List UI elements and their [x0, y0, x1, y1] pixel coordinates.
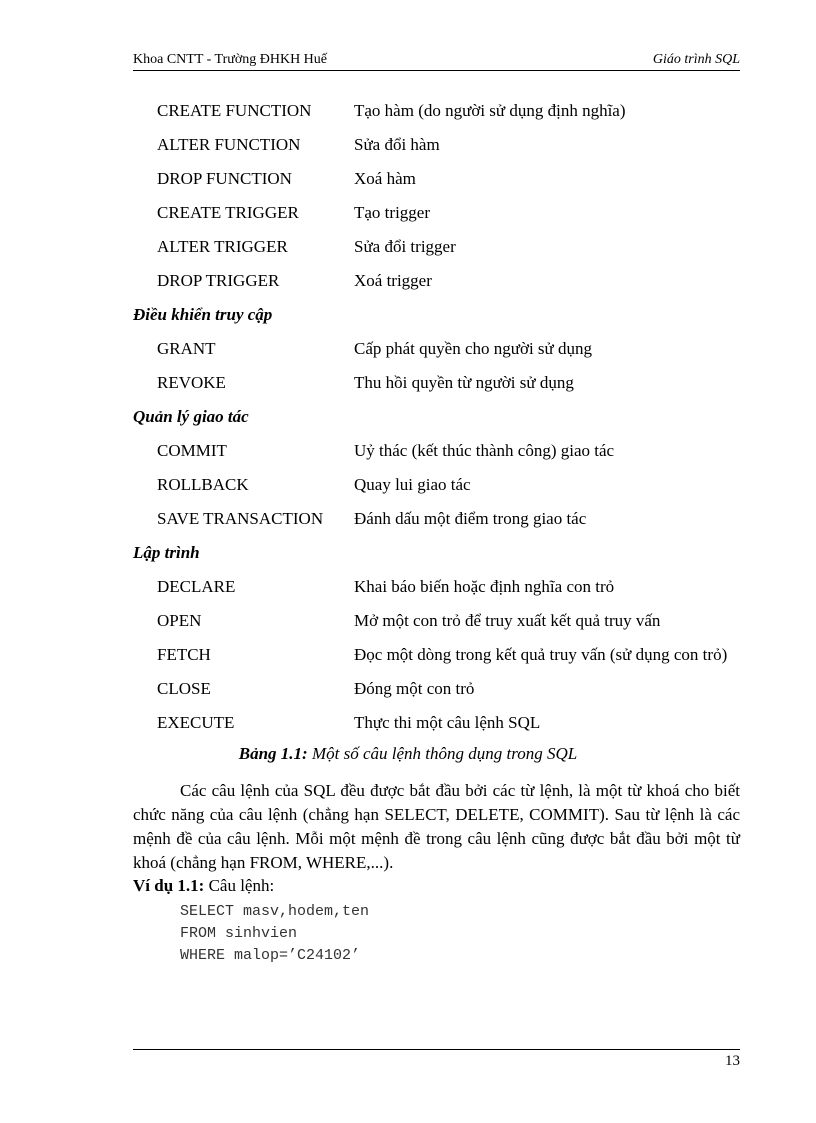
page-header: [133, 48, 740, 71]
command-name: CREATE FUNCTION: [157, 101, 312, 120]
body-paragraph: Các câu lệnh của SQL đều được bắt đầu bởi các từ lệnh, là một từ khoá cho biết chức năng của câu lệnh (chẳng hạn SELECT, DELETE, COMMIT). Sau từ lệnh là các mệnh đề của câu lệnh. Mỗi một mệnh đề trong câu lệnh cũng được bắt đầu bởi một từ khoá (chẳng hạn FROM, WHERE,...).: [133, 781, 740, 872]
table-row: [0, 506, 816, 540]
command-description: Sửa đổi trigger: [354, 237, 456, 256]
command-name: EXECUTE: [157, 713, 235, 732]
table-row: [0, 166, 816, 200]
caption-label: Bảng 1.1:: [238, 744, 308, 763]
table-caption: [0, 744, 816, 764]
table-row: [0, 574, 816, 608]
table-row: [0, 676, 816, 710]
table-row: [0, 336, 816, 370]
table-row: [0, 98, 816, 132]
command-description: Sửa đổi hàm: [354, 135, 440, 154]
section-heading: [0, 302, 816, 336]
header-right-text: Giáo trình SQL: [652, 52, 740, 67]
table-row: [0, 710, 816, 744]
command-name: ALTER TRIGGER: [157, 237, 288, 256]
example-text: Câu lệnh:: [204, 876, 275, 895]
section-heading: [0, 540, 816, 574]
example-label: Ví dụ 1.1:: [133, 876, 205, 895]
table-row: [0, 472, 816, 506]
command-description: Cấp phát quyền cho người sử dụng: [354, 339, 592, 358]
command-name: COMMIT: [157, 441, 227, 460]
command-description: Thu hồi quyền từ người sử dụng: [354, 373, 574, 392]
table-row: [0, 132, 816, 166]
command-description: Đánh dấu một điểm trong giao tác: [354, 509, 587, 528]
command-description: Đóng một con trỏ: [354, 679, 475, 698]
command-name: ROLLBACK: [157, 475, 249, 494]
command-description: Đọc một dòng trong kết quả truy vấn (sử dụng con trỏ): [354, 645, 728, 664]
command-description: Thực thi một câu lệnh SQL: [354, 713, 541, 732]
code-block: [180, 901, 369, 967]
command-description: Uỷ thác (kết thúc thành công) giao tác: [354, 441, 615, 460]
table-row: [0, 370, 816, 404]
command-name: SAVE TRANSACTION: [157, 509, 324, 528]
code-line: WHERE malop=’C24102’: [180, 947, 361, 964]
command-name: ALTER FUNCTION: [157, 135, 301, 154]
table-row: [0, 438, 816, 472]
section-title: Điều khiển truy cập: [133, 305, 273, 324]
command-name: DECLARE: [157, 577, 236, 596]
command-description: Mở một con trỏ để truy xuất kết quả truy vấn: [354, 611, 661, 630]
section-heading: [0, 404, 816, 438]
table-row: [0, 608, 816, 642]
footer-divider: [133, 1049, 740, 1050]
command-name: OPEN: [157, 611, 202, 630]
header-left-text: Khoa CNTT - Trường ĐHKH Huế: [133, 52, 328, 67]
command-table: [0, 98, 816, 744]
table-row: [0, 268, 816, 302]
page-number: 13: [725, 1053, 740, 1069]
command-name: CREATE TRIGGER: [157, 203, 299, 222]
command-name: GRANT: [157, 339, 216, 358]
section-title: Lập trình: [133, 543, 200, 562]
command-description: Xoá trigger: [354, 271, 432, 290]
example-heading: [133, 874, 274, 898]
command-description: Khai báo biến hoặc định nghĩa con trỏ: [354, 577, 615, 596]
table-row: [0, 234, 816, 268]
caption-text: Một số câu lệnh thông dụng trong SQL: [307, 744, 578, 763]
code-line: FROM sinhvien: [180, 925, 298, 942]
table-row: [0, 642, 816, 676]
command-description: Tạo hàm (do người sử dụng định nghĩa): [354, 101, 626, 120]
code-line: SELECT masv,hodem,ten: [180, 903, 370, 920]
command-name: DROP TRIGGER: [157, 271, 280, 290]
command-name: REVOKE: [157, 373, 226, 392]
command-name: FETCH: [157, 645, 211, 664]
command-description: Quay lui giao tác: [354, 475, 471, 494]
command-description: Xoá hàm: [354, 169, 416, 188]
command-description: Tạo trigger: [354, 203, 430, 222]
table-row: [0, 200, 816, 234]
command-name: CLOSE: [157, 679, 211, 698]
command-name: DROP FUNCTION: [157, 169, 292, 188]
section-title: Quản lý giao tác: [133, 407, 249, 426]
